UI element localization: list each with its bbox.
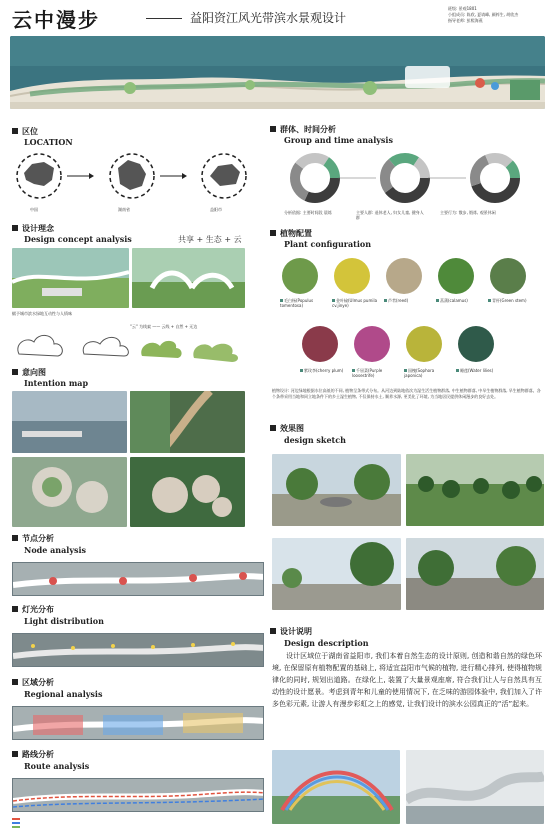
plant-design-note: 植物设计: 河边绿地根据水位高低的不同, 植物呈条带式分布。从河边到陆地依次为湿生活生植物群落, 中生植物群落, 中旱生植物群落, 旱生植物群落。各个条带采用当地和同立地条件下的乡土湿生植物, 不仅保持水土, 顺养水源, 更美化了环境, 为当地居民提供休闲漫步的良好去处。 <box>272 388 541 399</box>
site-plan-image <box>10 36 545 109</box>
intention-image-2 <box>130 391 245 453</box>
group-legend-3: 主要行为: 散步, 锻炼, 观景休闲 <box>440 210 496 215</box>
plant-dot <box>332 299 335 302</box>
description-heading <box>270 626 312 637</box>
light-heading-text: 灯光分布 <box>22 604 54 614</box>
intention-image-1 <box>12 391 127 453</box>
location-heading-text: 区位 <box>22 126 38 136</box>
location-heading-en: LOCATION <box>24 137 73 147</box>
section-marker <box>12 128 18 134</box>
region-heading-text: 区域分析 <box>22 677 54 687</box>
section-marker <box>12 679 18 685</box>
light-distribution-strip <box>12 633 264 667</box>
sketch-heading <box>270 423 304 434</box>
poster-title: 云中漫步 <box>12 8 100 32</box>
route-legend <box>12 814 52 826</box>
team-info <box>448 6 548 24</box>
section-marker <box>12 606 18 612</box>
plant-dot <box>280 299 283 302</box>
concept-image-2 <box>132 248 245 308</box>
section-marker <box>12 535 18 541</box>
description-image-2 <box>406 750 544 824</box>
sketch-image-3 <box>272 538 401 610</box>
location-diagram <box>14 148 264 218</box>
plant-dot <box>352 369 355 372</box>
group-legend-2: 主要人群: 退休老人, 妇女儿童, 健身人群 <box>356 210 424 220</box>
node-heading-en: Node analysis <box>24 545 87 555</box>
team-members: 小组成员: 陈欣, 夏请峰, 颜梓生, 胡欣杰 <box>448 12 519 17</box>
team-class: 班级: 景观1801 <box>448 6 477 11</box>
plant-label-sophora: 国槐(Sophora japonica) <box>404 368 435 378</box>
location-label-yiyang: 益阳市 <box>210 207 222 212</box>
plant-label-green-stem: 青杆(Green stem) <box>488 298 542 303</box>
concept-caption: 赋予城市滨水绿地互动性与人情味 <box>12 311 72 316</box>
plant-label-calamus: 菖蒲(calamus) <box>436 298 484 303</box>
concept-heading-text: 设计理念 <box>22 223 54 233</box>
plant-dot <box>384 299 387 302</box>
sketch-heading-text: 效果图 <box>280 423 304 433</box>
plants-heading <box>270 228 312 239</box>
sketch-image-1 <box>272 454 401 526</box>
regional-analysis-strip <box>12 706 264 740</box>
team-advisor: 指导老师: 彭熙海燕 <box>448 18 483 23</box>
location-label-china: 中国 <box>30 207 38 212</box>
group-heading-text: 群体、时间分析 <box>280 124 336 134</box>
plant-row-1-images <box>280 256 544 296</box>
intention-image-3 <box>12 457 127 527</box>
node-heading-text: 节点分析 <box>22 533 54 543</box>
plant-label-reed: 芦苇(reed) <box>384 298 432 303</box>
plant-label-populus: 毛白杨(Populus tomentosa) <box>280 298 314 308</box>
poster-subtitle: 益阳资江风光带滨水景观设计 <box>190 11 347 25</box>
description-text: 设计区域位于湖南省益阳市, 我们本着自然生态的设计原则, 创造和谐自然的绿色环境, 在保留原有植物配置的基础上, 将适宜益阳市气候的植物, 进行精心排列, 使得植物规律化的同时, 规划出道路。在绿化上, 装置了大量景观座席, 符合我们让人与自然具有互动性的设计愿景。考虑到青年和儿童的使用情况下, 在乏味的游园体验中, 我们加入了许多色彩元素, 让游人有漫步彩虹之上的感觉, 让我们设计的滨水公园真正的“活”起来。 <box>272 652 542 708</box>
node-heading <box>12 533 54 544</box>
concept-image-1 <box>12 248 129 308</box>
concept-formula: 共享 + 生态 + 云 <box>178 235 242 244</box>
plant-dot <box>456 369 459 372</box>
region-heading <box>12 677 54 688</box>
plant-dot <box>300 369 303 372</box>
section-marker <box>270 230 276 236</box>
section-marker <box>270 628 276 634</box>
route-heading <box>12 749 54 760</box>
cloud-sketches <box>14 326 254 366</box>
group-legend-1: 分析依据: 主要时间段 晨练 <box>284 210 332 215</box>
sketch-image-4 <box>406 538 544 610</box>
description-heading-en: Design description <box>284 638 369 648</box>
group-donut-diagrams <box>280 148 544 208</box>
section-marker <box>270 126 276 132</box>
plant-label-loosestrife: 千屈菜(Purple loosestrife) <box>352 368 383 378</box>
light-heading-en: Light distribution <box>24 616 104 626</box>
location-heading <box>12 126 38 137</box>
plant-label-ulmus: 金叶榆(Ulmus pumila cv.jinye) <box>332 298 378 308</box>
plants-heading-text: 植物配置 <box>280 228 312 238</box>
plant-label-water-lilies: 睡莲(Water lilies) <box>456 368 508 373</box>
sketch-image-2 <box>406 454 544 526</box>
group-heading <box>270 124 336 135</box>
concept-chain: "云" 为线索 —— 云线 + 自然 + 无边 <box>130 324 198 329</box>
site-plan-banner <box>10 36 545 109</box>
title-divider <box>146 18 182 19</box>
intention-image-4 <box>130 457 245 527</box>
route-heading-text: 路线分析 <box>22 749 54 759</box>
description-image-1 <box>272 750 400 824</box>
sketch-heading-en: design sketch <box>284 435 346 445</box>
intention-heading <box>12 367 46 378</box>
concept-heading <box>12 223 54 234</box>
intention-heading-text: 意向图 <box>22 367 46 377</box>
region-heading-en: Regional analysis <box>24 689 103 699</box>
route-heading-en: Route analysis <box>24 761 90 771</box>
plant-dot <box>436 299 439 302</box>
section-marker <box>270 425 276 431</box>
section-marker <box>12 369 18 375</box>
section-marker <box>12 225 18 231</box>
node-analysis-strip <box>12 562 264 596</box>
description-heading-text: 设计说明 <box>280 626 312 636</box>
route-analysis-strip <box>12 778 264 812</box>
plant-label-cherry-plum: 紫玫李(cherry plum) <box>300 368 348 373</box>
section-marker <box>12 751 18 757</box>
plant-dot <box>404 369 407 372</box>
plants-heading-en: Plant configuration <box>284 239 372 249</box>
group-heading-en: Group and time analysis <box>284 135 393 145</box>
plant-dot <box>488 299 491 302</box>
location-label-hunan: 湖南省 <box>118 207 130 212</box>
plant-row-2-images <box>300 324 520 364</box>
intention-heading-en: Intention map <box>24 378 89 388</box>
concept-heading-en: Design concept analysis <box>24 234 132 244</box>
light-heading <box>12 604 54 615</box>
